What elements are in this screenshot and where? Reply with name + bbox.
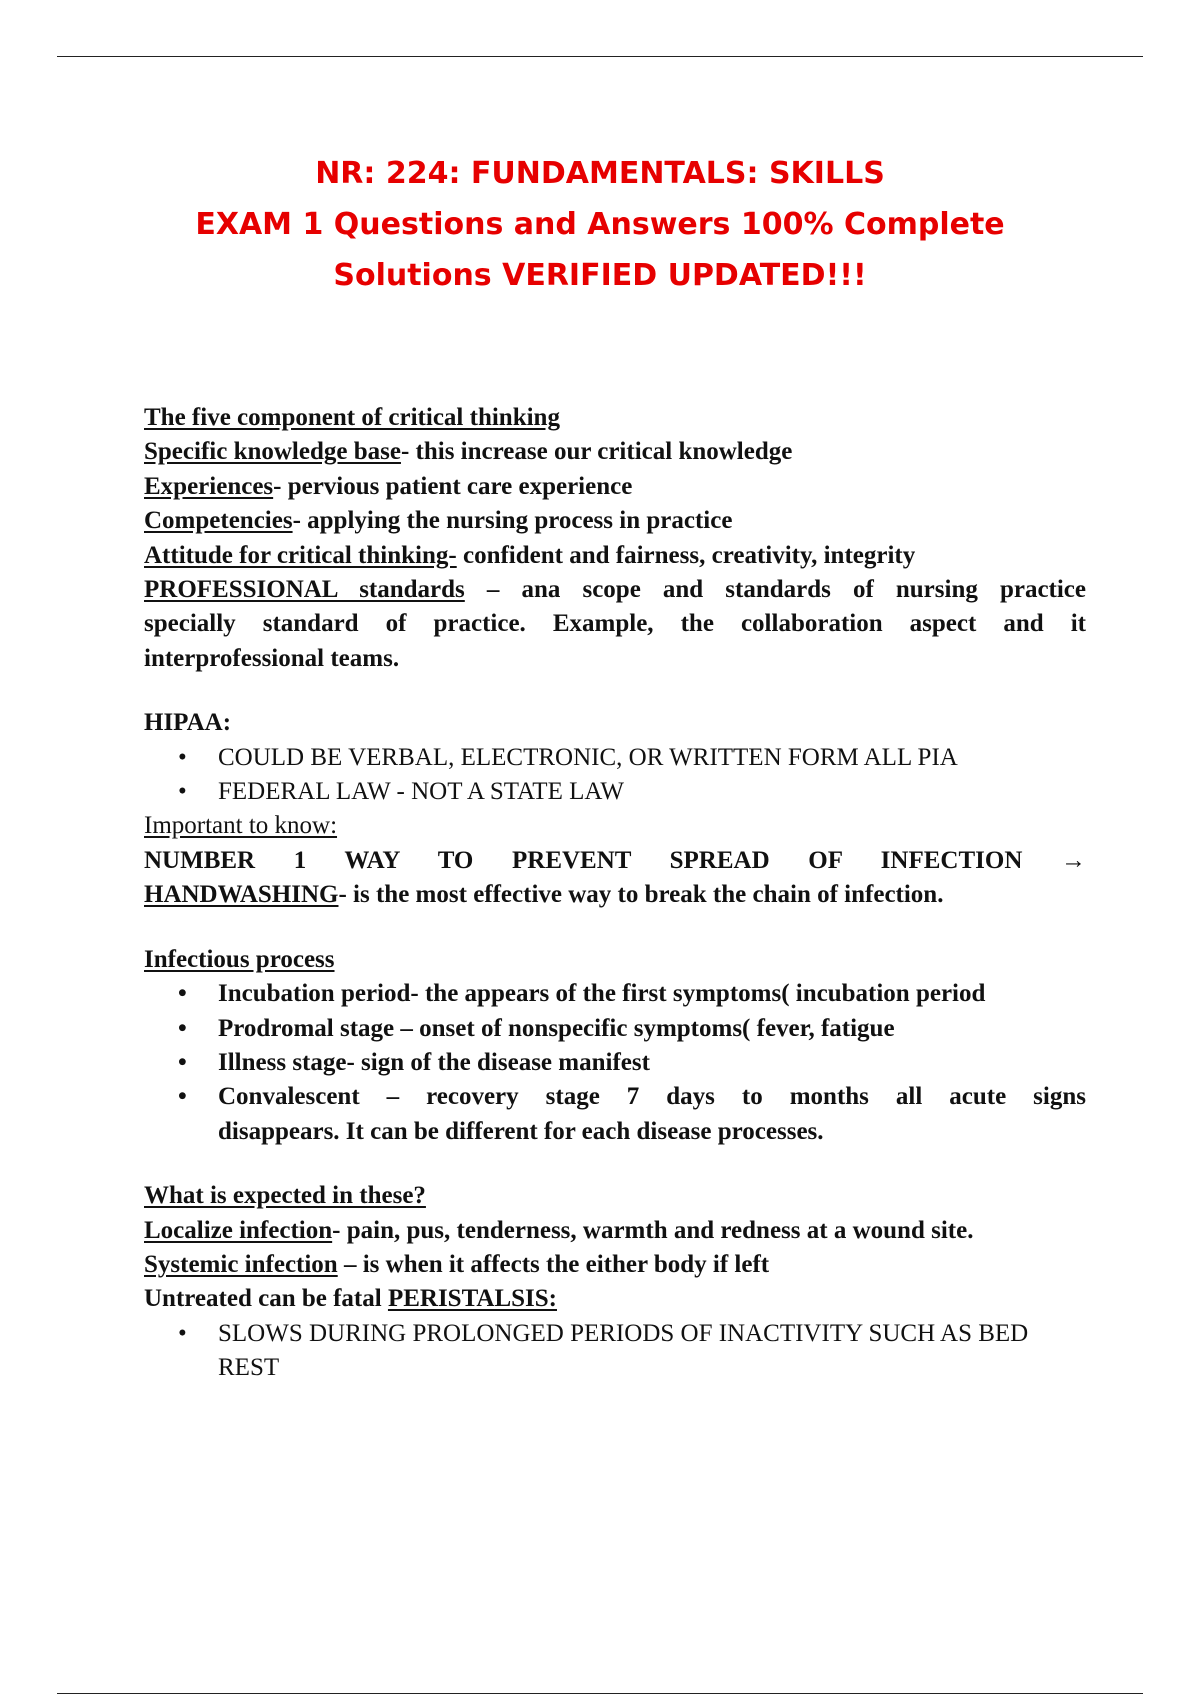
ct-item-knowledge: Specific knowledge base- this increase our critical knowledge xyxy=(144,438,793,466)
ct-item-experiences: Experiences- pervious patient care experience xyxy=(144,472,633,500)
list-item: • Prodromal stage – onset of nonspecific symptoms( fever, fatigue xyxy=(144,1012,1086,1046)
expected-heading: What is expected in these? xyxy=(144,1182,426,1210)
ct-professional-line-3: interprofessional teams. xyxy=(144,644,400,672)
document-body xyxy=(144,401,1086,1386)
list-item: • Convalescent – recovery stage 7 days to months all acute signs disappears. It can be different for each disease processes. xyxy=(144,1080,1086,1149)
hipaa-list xyxy=(144,741,1086,810)
list-item: • FEDERAL LAW - NOT A STATE LAW xyxy=(144,775,1086,809)
title-line-1: NR: 224: FUNDAMENTALS: SKILLS xyxy=(315,156,885,191)
title-line-2: EXAM 1 Questions and Answers 100% Complete xyxy=(195,207,1005,242)
list-item: • Illness stage- sign of the disease manifest xyxy=(144,1046,1086,1080)
list-item: • COULD BE VERBAL, ELECTRONIC, OR WRITTEN FORM ALL PIA xyxy=(144,741,1086,775)
document-title xyxy=(0,148,1200,301)
infectious-process-list xyxy=(144,977,1086,1149)
peristalsis-list xyxy=(144,1317,1086,1386)
localize-infection-line: Localize infection- pain, pus, tenderness, warmth and redness at a wound site. xyxy=(144,1216,974,1244)
ct-item-competencies: Competencies- applying the nursing process in practice xyxy=(144,507,733,535)
important-label: Important to know: xyxy=(144,812,338,840)
bottom-rule xyxy=(57,1693,1143,1694)
infectious-process-heading: Infectious process xyxy=(144,945,335,973)
title-line-3: Solutions VERIFIED UPDATED!!! xyxy=(333,258,867,293)
ct-professional-line-2: specially standard of practice. Example, the collaboration aspect and it xyxy=(144,610,1086,638)
ct-professional-line-1: PROFESSIONAL standards – ana scope and standards of nursing practice xyxy=(144,576,1086,604)
untreated-line: Untreated can be fatal PERISTALSIS: xyxy=(144,1285,557,1313)
hipaa-heading: HIPAA: xyxy=(144,709,232,737)
infection-line-1: NUMBER 1 WAY TO PREVENT SPREAD OF INFECTION → xyxy=(144,846,1086,874)
list-item: • Incubation period- the appears of the first symptoms( incubation period xyxy=(144,977,1086,1011)
ct-item-attitude: Attitude for critical thinking- confident and fairness, creativity, integrity xyxy=(144,541,916,569)
list-item: • SLOWS DURING PROLONGED PERIODS OF INACTIVITY SUCH AS BED REST xyxy=(144,1317,1086,1386)
top-rule xyxy=(57,56,1143,57)
critical-thinking-heading: The five component of critical thinking xyxy=(144,404,560,431)
systemic-infection-line: Systemic infection – is when it affects the either body if left xyxy=(144,1250,770,1278)
handwashing-line: HANDWASHING- is the most effective way to break the chain of infection. xyxy=(144,881,944,909)
